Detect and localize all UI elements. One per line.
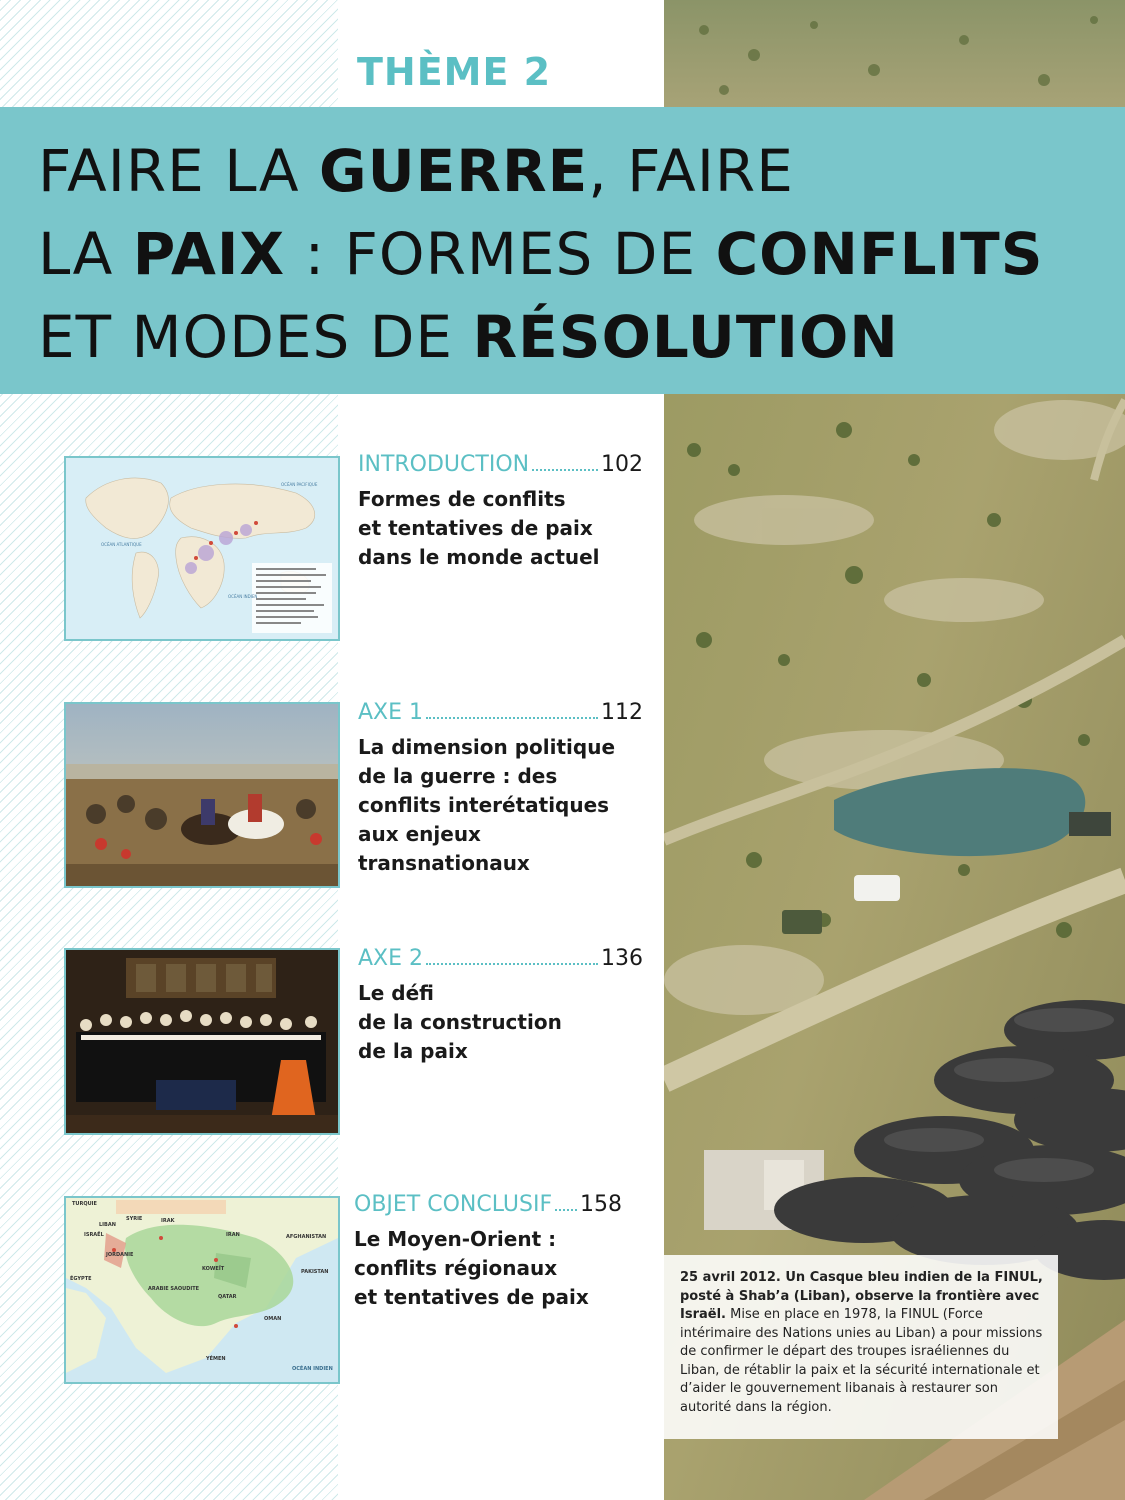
map-label-indien: OCÉAN INDIEN [228,594,258,599]
toc-description: Le Moyen-Orient : conflits régionaux et tentatives de paix [354,1227,589,1309]
theme-label: THÈME 2 [357,50,552,94]
toc-entry-axe-1[interactable] [358,700,643,878]
map-label-syrie: SYRIE [126,1216,143,1222]
caption-headline: 25 avril 2012. Un Casque bleu indien de la FINUL, posté à Shab’a (Liban), observe la frontière avec Israël. [680,1270,1043,1322]
toc-heading: AXE 1 [358,700,424,725]
middle-east-map-illustration [66,1198,338,1382]
toc-page-number: 102 [601,452,643,477]
world-map-illustration [66,458,338,639]
map-label-oman: OMAN [264,1316,282,1322]
toc-page-number: 136 [601,946,643,971]
map-label-israel: ISRAËL [84,1232,104,1238]
toc-heading: OBJET CONCLUSIF [354,1192,553,1217]
map-label-liban: LIBAN [99,1222,116,1228]
toc-description: La dimension politique de la guerre : des conflits interétatiques aux enjeux transnationaux [358,735,616,875]
caption-body: Mise en place en 1978, la FINUL (Force intérimaire des Nations unies au Liban) a pour missions de confirmer le départ des troupes israéliennes du Liban, de rétablir la paix et la sécurité internationale et d’aider le gouvernement libanais à restaurer son autorité dans la région. [680,1307,1043,1415]
map-label-irak: IRAK [161,1218,175,1224]
map-label-iran: IRAN [226,1232,240,1238]
world-map-thumbnail[interactable] [64,456,340,641]
toc-entry-introduction[interactable] [358,452,643,572]
toc-entry-axe-2[interactable] [358,946,643,1066]
map-label-jordanie: JORDANIE [106,1252,134,1258]
map-label-qatar: QATAR [218,1294,237,1300]
toc-entry-objet-conclusif[interactable] [354,1192,622,1312]
map-label-pakistan: PAKISTAN [301,1269,329,1275]
map-label-afghanistan: AFGHANISTAN [286,1234,327,1240]
map-label-pacifique: OCÉAN PACIFIQUE [281,482,318,487]
map-label-atlantique: OCÉAN ATLANTIQUE [101,542,142,547]
map-label-turquie: TURQUIE [72,1201,97,1207]
middle-east-map-thumbnail[interactable] [64,1196,340,1384]
peace-treaty-painting-illustration [66,950,338,1133]
page-title: FAIRE LA GUERRE, FAIRE LA PAIX : FORMES DE CONFLITS ET MODES DE RÉSOLUTION [38,137,1044,371]
toc-description: Le défi de la construction de la paix [358,981,562,1063]
map-label-arabie: ARABIE SAOUDITE [148,1286,200,1292]
battle-painting-illustration [66,704,338,886]
map-label-koweit: KOWEÏT [202,1266,225,1272]
toc-heading: AXE 2 [358,946,424,971]
map-label-egypte: ÉGYPTE [70,1276,92,1282]
toc-description: Formes de conflits et tentatives de paix dans le monde actuel [358,487,600,569]
toc-page-number: 112 [601,700,643,725]
map-label-ocean-indien: OCÉAN INDIEN [292,1366,333,1372]
peace-treaty-painting-thumbnail[interactable] [64,948,340,1135]
toc-heading: INTRODUCTION [358,452,530,477]
map-label-yemen: YÉMEN [206,1356,226,1362]
battle-painting-thumbnail[interactable] [64,702,340,888]
photo-caption [664,1255,1058,1439]
toc-page-number: 158 [580,1192,622,1217]
